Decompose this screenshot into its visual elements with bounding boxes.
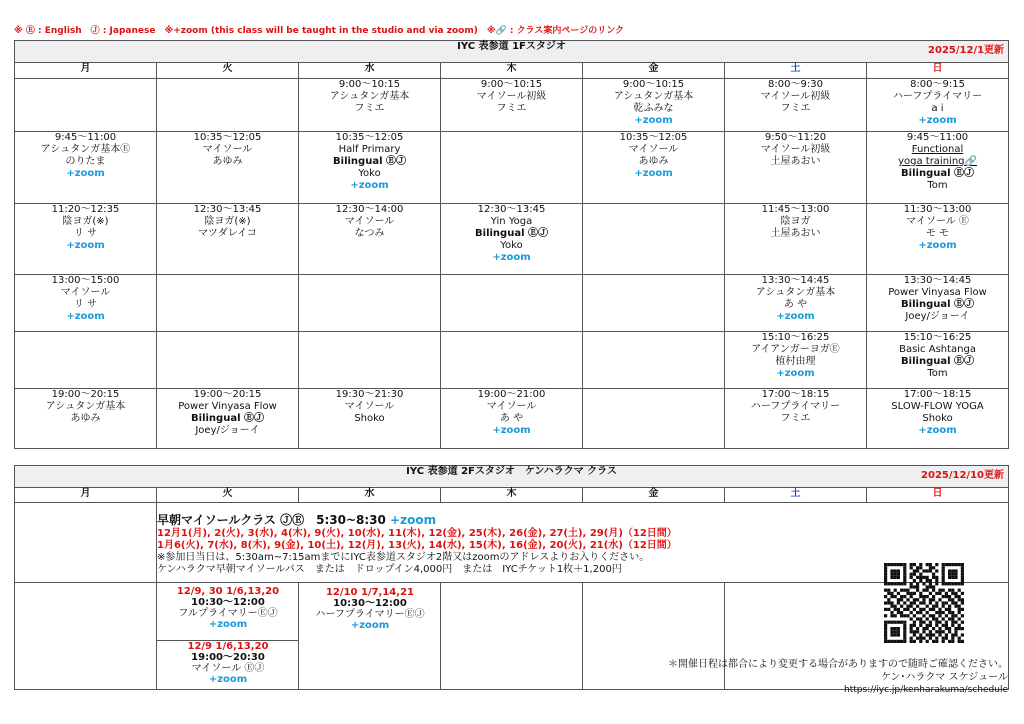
class-info: a i xyxy=(931,103,944,114)
class-time: 11:20～12:35 xyxy=(51,204,120,215)
empty-cell xyxy=(15,332,157,389)
class-info: アシュタンガ基本 xyxy=(329,91,410,102)
class-time: 10:30～12:00 xyxy=(333,598,407,609)
studio1-title-cell xyxy=(15,41,1009,63)
bilingual-label: Bilingual ⒺⒿ xyxy=(191,413,264,424)
class-info: アシュタンガ基本Ⓔ xyxy=(40,144,131,155)
class-info: 土屋あおい xyxy=(770,156,821,167)
class-info: なつみ xyxy=(354,228,385,239)
empty-cell xyxy=(441,132,583,204)
class-cell xyxy=(867,204,1009,275)
zoom-label: +zoom xyxy=(66,168,105,179)
schedule-title: ケン･ハラクマ スケジュール xyxy=(880,672,1008,683)
class-info: Yoko xyxy=(358,168,381,179)
class-time: 13:30～14:45 xyxy=(903,275,972,286)
class-info: リ サ xyxy=(73,228,98,239)
class-time: 17:00～18:15 xyxy=(761,389,830,400)
class-time: 9:00～10:15 xyxy=(338,79,401,90)
zoom-label: +zoom xyxy=(66,311,105,322)
class-cell xyxy=(157,389,299,449)
day-header: 水 xyxy=(299,488,441,503)
studio1-timetable xyxy=(14,40,1009,449)
day-header: 金 xyxy=(583,63,725,79)
class-cell xyxy=(441,389,583,449)
class-info: マイソール xyxy=(60,287,111,298)
class-dates: 12/10 1/7,14,21 xyxy=(326,587,414,598)
tuesday-classes xyxy=(157,586,299,698)
day-header: 日 xyxy=(867,488,1009,503)
class-info: あゆみ xyxy=(638,156,669,167)
bilingual-label: Bilingual ⒺⒿ xyxy=(901,168,975,179)
class-info: アイアンガーヨガⒺ xyxy=(751,344,840,355)
class-info: ハーフプライマリー xyxy=(750,401,841,412)
class-cell xyxy=(867,332,1009,389)
class-info: あゆみ xyxy=(212,156,243,167)
wednesday-class xyxy=(299,587,441,631)
class-info: アシュタンガ基本 xyxy=(755,287,836,298)
bilingual-label: Bilingual ⒺⒿ xyxy=(475,228,548,239)
class-info: マイソール xyxy=(486,401,537,412)
class-info: Tom xyxy=(927,180,948,191)
day-header: 金 xyxy=(583,488,725,503)
class-info: ハーフプライマリー xyxy=(892,91,983,102)
class-info: マイソール xyxy=(628,144,679,155)
class-info: Basic Ashtanga xyxy=(899,344,976,355)
empty-cell xyxy=(157,332,299,389)
class-cell xyxy=(867,389,1009,449)
class-cell xyxy=(441,204,583,275)
class-info: 乾ふみな xyxy=(633,103,674,114)
class-time: 19:00～21:00 xyxy=(477,389,546,400)
class-time: 15:10～16:25 xyxy=(903,332,972,343)
class-time: 13:00～15:00 xyxy=(51,275,120,286)
early-mon-cell xyxy=(15,503,157,583)
class-info: 植村由理 xyxy=(775,356,816,367)
day-header: 木 xyxy=(441,63,583,79)
class-info: Tom xyxy=(927,368,948,379)
day-header: 日 xyxy=(867,63,1009,79)
class-dates: 12/9, 30 1/6,13,20 xyxy=(176,586,280,597)
zoom-label: +zoom xyxy=(634,168,673,179)
lower-thu-cell xyxy=(441,583,583,690)
early-dates-january: 1月6(火), 7(水), 8(木), 9(金), 10(土), 12(月), 13(火), 14(水), 15(木), 16(金), 20(火), 21(水)（12日間） xyxy=(157,540,677,551)
empty-cell xyxy=(583,332,725,389)
zoom-label: +zoom xyxy=(776,368,815,379)
bilingual-label: Bilingual ⒺⒿ xyxy=(333,156,406,167)
class-link[interactable]: Functional xyxy=(911,144,964,155)
class-time: 12:30～14:00 xyxy=(335,204,404,215)
class-info: 土屋あおい xyxy=(770,228,821,239)
zoom-label: +zoom xyxy=(208,674,248,685)
class-time: 19:30～21:30 xyxy=(335,389,404,400)
bilingual-label: Bilingual ⒺⒿ xyxy=(901,356,975,367)
class-cell xyxy=(441,79,583,132)
class-cell xyxy=(157,132,299,204)
zoom-label: +zoom xyxy=(918,240,957,251)
class-time: 10:30～12:00 xyxy=(191,597,265,608)
class-time: 9:00～10:15 xyxy=(622,79,685,90)
class-info: Half Primary xyxy=(338,144,401,155)
class-info: フミエ xyxy=(780,103,811,114)
class-time: 9:45～11:00 xyxy=(906,132,969,143)
class-cell xyxy=(725,204,867,275)
class-info: 陰ヨガ(※) xyxy=(204,216,251,227)
zoom-label: +zoom xyxy=(350,620,390,631)
class-info: マイソール xyxy=(202,144,253,155)
class-info: あゆみ xyxy=(70,413,101,424)
class-time: 9:50～11:20 xyxy=(764,132,827,143)
tuesday-evening-class xyxy=(157,641,299,697)
class-time: 10:35～12:05 xyxy=(193,132,262,143)
day-header: 土 xyxy=(725,63,867,79)
class-info: あ や xyxy=(499,413,524,424)
class-time: 15:10～16:25 xyxy=(761,332,830,343)
zoom-label: +zoom xyxy=(776,311,815,322)
day-header: 土 xyxy=(725,488,867,503)
class-cell xyxy=(725,79,867,132)
class-cell xyxy=(867,275,1009,332)
empty-cell xyxy=(441,332,583,389)
day-header: 月 xyxy=(15,63,157,79)
empty-cell xyxy=(157,79,299,132)
empty-cell xyxy=(299,275,441,332)
class-name: ハーフプライマリーⒺⒿ xyxy=(315,609,425,620)
class-cell xyxy=(299,204,441,275)
zoom-label: +zoom xyxy=(918,425,957,436)
class-info: フミエ xyxy=(354,103,385,114)
class-time: 11:45～13:00 xyxy=(761,204,830,215)
class-info: アシュタンガ基本 xyxy=(45,401,126,412)
class-info: あ や xyxy=(783,299,808,310)
zoom-label: +zoom xyxy=(492,252,531,263)
day-header: 火 xyxy=(157,63,299,79)
zoom-label: +zoom xyxy=(634,115,673,126)
class-info: Joey/ジョーイ xyxy=(905,311,970,322)
class-info: Shoko xyxy=(922,413,953,424)
class-cell xyxy=(299,132,441,204)
early-entry-note: ※参加日当日は、5:30am~7:15amまでにIYC表参道スタジオ2階又はzoomのアドレスよりお入りください。 xyxy=(157,552,650,563)
class-info: リ サ xyxy=(73,299,98,310)
empty-cell xyxy=(441,275,583,332)
class-info: マイソール初級 xyxy=(760,144,831,155)
bilingual-label: Bilingual ⒺⒿ xyxy=(901,299,975,310)
zoom-label: +zoom xyxy=(492,425,531,436)
tuesday-morning-class xyxy=(157,586,299,641)
class-info: Shoko xyxy=(354,413,385,424)
class-time: 8:00～9:30 xyxy=(768,79,823,90)
class-cell xyxy=(725,389,867,449)
class-info: Yin Yoga xyxy=(490,216,533,227)
class-cell xyxy=(299,79,441,132)
class-time: 10:35～12:05 xyxy=(335,132,404,143)
class-time: 9:00～10:15 xyxy=(480,79,543,90)
class-cell xyxy=(583,79,725,132)
empty-cell xyxy=(299,332,441,389)
class-time: 19:00～20:15 xyxy=(193,389,262,400)
studio2-updated: 2025/12/10更新 xyxy=(921,470,1004,481)
class-info: Power Vinyasa Flow xyxy=(178,401,277,412)
class-time: 12:30～13:45 xyxy=(477,204,546,215)
lower-mon-cell xyxy=(15,583,157,690)
class-info: マイソール xyxy=(344,401,395,412)
class-info: マイソール xyxy=(344,216,395,227)
class-info: 陰ヨガ xyxy=(780,216,811,227)
class-cell xyxy=(15,132,157,204)
class-time: 9:45～11:00 xyxy=(54,132,117,143)
empty-cell xyxy=(583,389,725,449)
class-name: フルプライマリーⒺⒿ xyxy=(178,608,278,619)
zoom-label: +zoom xyxy=(918,115,957,126)
studio1-title: IYC 表参道 1Fスタジオ xyxy=(457,41,566,52)
class-cell xyxy=(867,132,1009,204)
schedule-qr-code[interactable] xyxy=(878,563,970,643)
zoom-label: +zoom xyxy=(350,180,389,191)
schedule-note xyxy=(668,658,1008,697)
class-cell xyxy=(157,204,299,275)
early-heading xyxy=(157,512,857,528)
legend-line: ※ Ⓔ : English Ⓙ : Japanese ※+zoom (this class will be taught in the studio and via zoom) ※🔗 : クラス案内ページのリンク xyxy=(14,26,625,36)
class-time: 19:00～20:15 xyxy=(51,389,120,400)
studio2-title: IYC 表参道 2Fスタジオ ケンハラクマ クラス xyxy=(406,466,617,477)
class-info: Yoko xyxy=(500,240,523,251)
zoom-label: +zoom xyxy=(208,619,248,630)
class-time: 19:00～20:30 xyxy=(191,652,265,663)
class-info: マイソール Ⓔ xyxy=(906,216,969,227)
early-mysore-block xyxy=(157,512,857,576)
early-dates-december: 12月1(月), 2(火), 3(水), 4(木), 9(火), 10(水), 11(木), 12(金), 25(木), 26(金), 27(土), 29(月)（12日間） xyxy=(157,528,677,539)
studio1-updated: 2025/12/1更新 xyxy=(928,45,1005,56)
class-time: 10:35～12:05 xyxy=(619,132,688,143)
class-cell xyxy=(15,389,157,449)
class-info: マツダレイコ xyxy=(198,228,257,239)
class-info: フミエ xyxy=(496,103,527,114)
class-info: SLOW-FLOW YOGA xyxy=(891,401,984,412)
empty-cell xyxy=(583,204,725,275)
day-header: 月 xyxy=(15,488,157,503)
zoom-label: +zoom xyxy=(66,240,105,251)
class-info: マイソール初級 xyxy=(760,91,831,102)
class-info: Joey/ジョーイ xyxy=(195,425,260,436)
class-time: 11:30～13:00 xyxy=(903,204,972,215)
class-time: 13:30～14:45 xyxy=(761,275,830,286)
class-cell xyxy=(725,132,867,204)
studio2-title-cell xyxy=(15,466,1009,488)
day-header: 木 xyxy=(441,488,583,503)
early-heading-text: 早朝マイソールクラス ⒿⒺ 5:30~8:30 xyxy=(157,513,386,527)
class-cell xyxy=(299,389,441,449)
empty-cell xyxy=(15,79,157,132)
class-info: のりたま xyxy=(65,156,106,167)
schedule-url-link[interactable]: https://iyc.jp/kenharakuma/schedule xyxy=(844,685,1008,695)
empty-cell xyxy=(583,275,725,332)
class-link[interactable]: yoga training🔗 xyxy=(898,156,977,167)
class-cell xyxy=(583,132,725,204)
class-name: マイソール ⒺⒿ xyxy=(191,663,265,674)
class-info: マイソール初級 xyxy=(476,91,547,102)
class-dates: 12/9 1/6,13,20 xyxy=(187,641,269,652)
class-cell xyxy=(867,79,1009,132)
day-header: 火 xyxy=(157,488,299,503)
class-time: 12:30～13:45 xyxy=(193,204,262,215)
early-zoom-label: +zoom xyxy=(390,513,437,527)
class-info: アシュタンガ基本 xyxy=(613,91,694,102)
class-info: モ モ xyxy=(925,228,950,239)
schedule-footnote: ＊開催日程は都合により変更する場合がありますので随時ご確認ください。 xyxy=(668,659,1008,670)
day-header: 水 xyxy=(299,63,441,79)
class-time: 17:00～18:15 xyxy=(903,389,972,400)
early-price-note: ケンハラクマ早朝マイソールパス または ドロップイン4,000円 または IYCチケット1枚＋1,200円 xyxy=(157,564,622,575)
class-cell xyxy=(15,275,157,332)
class-cell xyxy=(725,275,867,332)
empty-cell xyxy=(157,275,299,332)
class-cell xyxy=(725,332,867,389)
class-cell xyxy=(15,204,157,275)
class-info: Power Vinyasa Flow xyxy=(888,287,987,298)
class-time: 8:00～9:15 xyxy=(910,79,965,90)
class-info: 陰ヨガ(※) xyxy=(62,216,109,227)
class-info: フミエ xyxy=(780,413,811,424)
